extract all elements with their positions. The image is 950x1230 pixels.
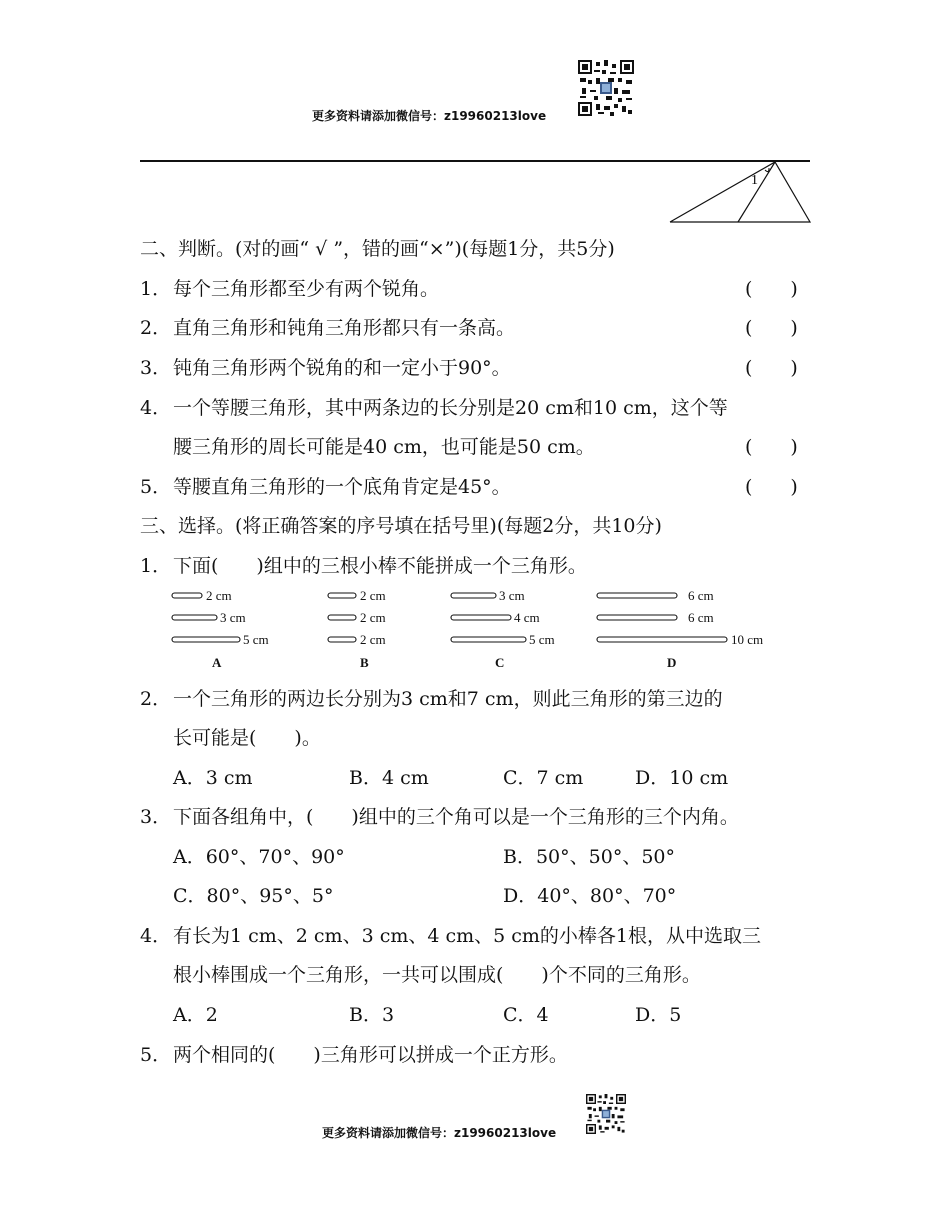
q2-option-b[interactable]: B．4 cm: [349, 767, 429, 789]
stick-d3: [597, 637, 727, 642]
q3-option-c[interactable]: C．80°、95°、5°: [173, 885, 334, 907]
stick-label-a2: 3 cm: [220, 610, 246, 625]
choice-q1: 1． 下面( )组中的三根小棒不能拼成一个三角形。: [140, 555, 587, 577]
stick-label-a1: 2 cm: [206, 588, 232, 603]
stick-label-a3: 5 cm: [243, 632, 269, 647]
stick-label-d1: 6 cm: [688, 588, 714, 603]
stick-a3: [172, 637, 240, 642]
judge-item-4-cont: 腰三角形的周长可能是40 cm，也可能是50 cm。: [173, 436, 595, 458]
q3-option-d[interactable]: D．40°、80°、70°: [503, 885, 677, 907]
answer-paren-3[interactable]: ( ): [745, 357, 798, 379]
q4-option-d[interactable]: D．5: [635, 1004, 682, 1026]
q2-option-a[interactable]: A．3 cm: [173, 767, 253, 789]
q3-option-b[interactable]: B．50°、50°、50°: [503, 846, 675, 868]
answer-paren-1[interactable]: ( ): [745, 278, 798, 300]
judge-item-4: 4． 一个等腰三角形，其中两条边的长分别是20 cm和10 cm，这个等: [140, 397, 728, 419]
stick-label-c2: 4 cm: [514, 610, 540, 625]
stick-a2: [172, 615, 217, 620]
stick-label-b2: 2 cm: [360, 610, 386, 625]
stick-caption-b: B: [360, 655, 369, 670]
choice-q4: 4． 有长为1 cm、2 cm、3 cm、4 cm、5 cm的小棒各1根，从中选取三: [140, 925, 762, 947]
stick-label-d2: 6 cm: [688, 610, 714, 625]
q4-option-b[interactable]: B．3: [349, 1004, 395, 1026]
judge-item-2: 2． 直角三角形和钝角三角形都只有一条高。: [140, 317, 516, 339]
answer-paren-4[interactable]: ( ): [745, 436, 798, 458]
stick-d1: [597, 593, 677, 598]
stick-label-c3: 5 cm: [529, 632, 555, 647]
choice-q2-cont: 长可能是( )。: [173, 727, 321, 749]
choice-q2: 2． 一个三角形的两边长分别为3 cm和7 cm，则此三角形的第三边的: [140, 688, 723, 710]
stick-label-b3: 2 cm: [360, 632, 386, 647]
qr-code-bottom: [586, 1094, 626, 1134]
watermark-bottom: 更多资料请添加微信号：z19960213love: [322, 1126, 557, 1140]
q2-option-d[interactable]: D．10 cm: [635, 767, 729, 789]
section2-title: 二、判断。(对的画“ √ ”，错的画“×”)(每题1分，共5分): [140, 238, 615, 260]
q3-option-a[interactable]: A．60°、70°、90°: [173, 846, 345, 868]
choice-q5: 5． 两个相同的( )三角形可以拼成一个正方形。: [140, 1044, 568, 1066]
judge-item-3: 3． 钝角三角形两个锐角的和一定小于90°。: [140, 357, 511, 379]
qr-code-top: [578, 60, 634, 116]
stick-caption-d: D: [667, 655, 677, 670]
stick-c1: [451, 593, 496, 598]
choice-q4-cont: 根小棒围成一个三角形，一共可以围成( )个不同的三角形。: [173, 964, 701, 986]
judge-item-5: 5． 等腰直角三角形的一个底角肯定是45°。: [140, 476, 511, 498]
q4-option-a[interactable]: A．2: [173, 1004, 218, 1026]
stick-b3: [328, 637, 356, 642]
stick-d2: [597, 615, 677, 620]
answer-paren-5[interactable]: ( ): [745, 476, 798, 498]
stick-label-d3: 10 cm: [731, 632, 764, 647]
answer-paren-2[interactable]: ( ): [745, 317, 798, 339]
stick-caption-c: C: [495, 655, 505, 670]
stick-a1: [172, 593, 202, 598]
triangle-diagram: [665, 158, 815, 230]
stick-c2: [451, 615, 511, 620]
q4-option-c[interactable]: C．4: [503, 1004, 549, 1026]
stick-b1: [328, 593, 356, 598]
q2-option-c[interactable]: C．7 cm: [503, 767, 584, 789]
watermark-top: 更多资料请添加微信号：z19960213love: [312, 109, 547, 123]
sticks-figure: [170, 586, 790, 680]
stick-c3: [451, 637, 526, 642]
section3-title: 三、选择。(将正确答案的序号填在括号里)(每题2分，共10分): [140, 515, 662, 537]
angle-label: 1: [751, 173, 758, 188]
stick-caption-a: A: [212, 655, 222, 670]
stick-label-b1: 2 cm: [360, 588, 386, 603]
stick-b2: [328, 615, 356, 620]
choice-q3: 3． 下面各组角中，( )组中的三个角可以是一个三角形的三个内角。: [140, 806, 739, 828]
stick-label-c1: 3 cm: [499, 588, 525, 603]
judge-item-1: 1． 每个三角形都至少有两个锐角。: [140, 278, 440, 300]
